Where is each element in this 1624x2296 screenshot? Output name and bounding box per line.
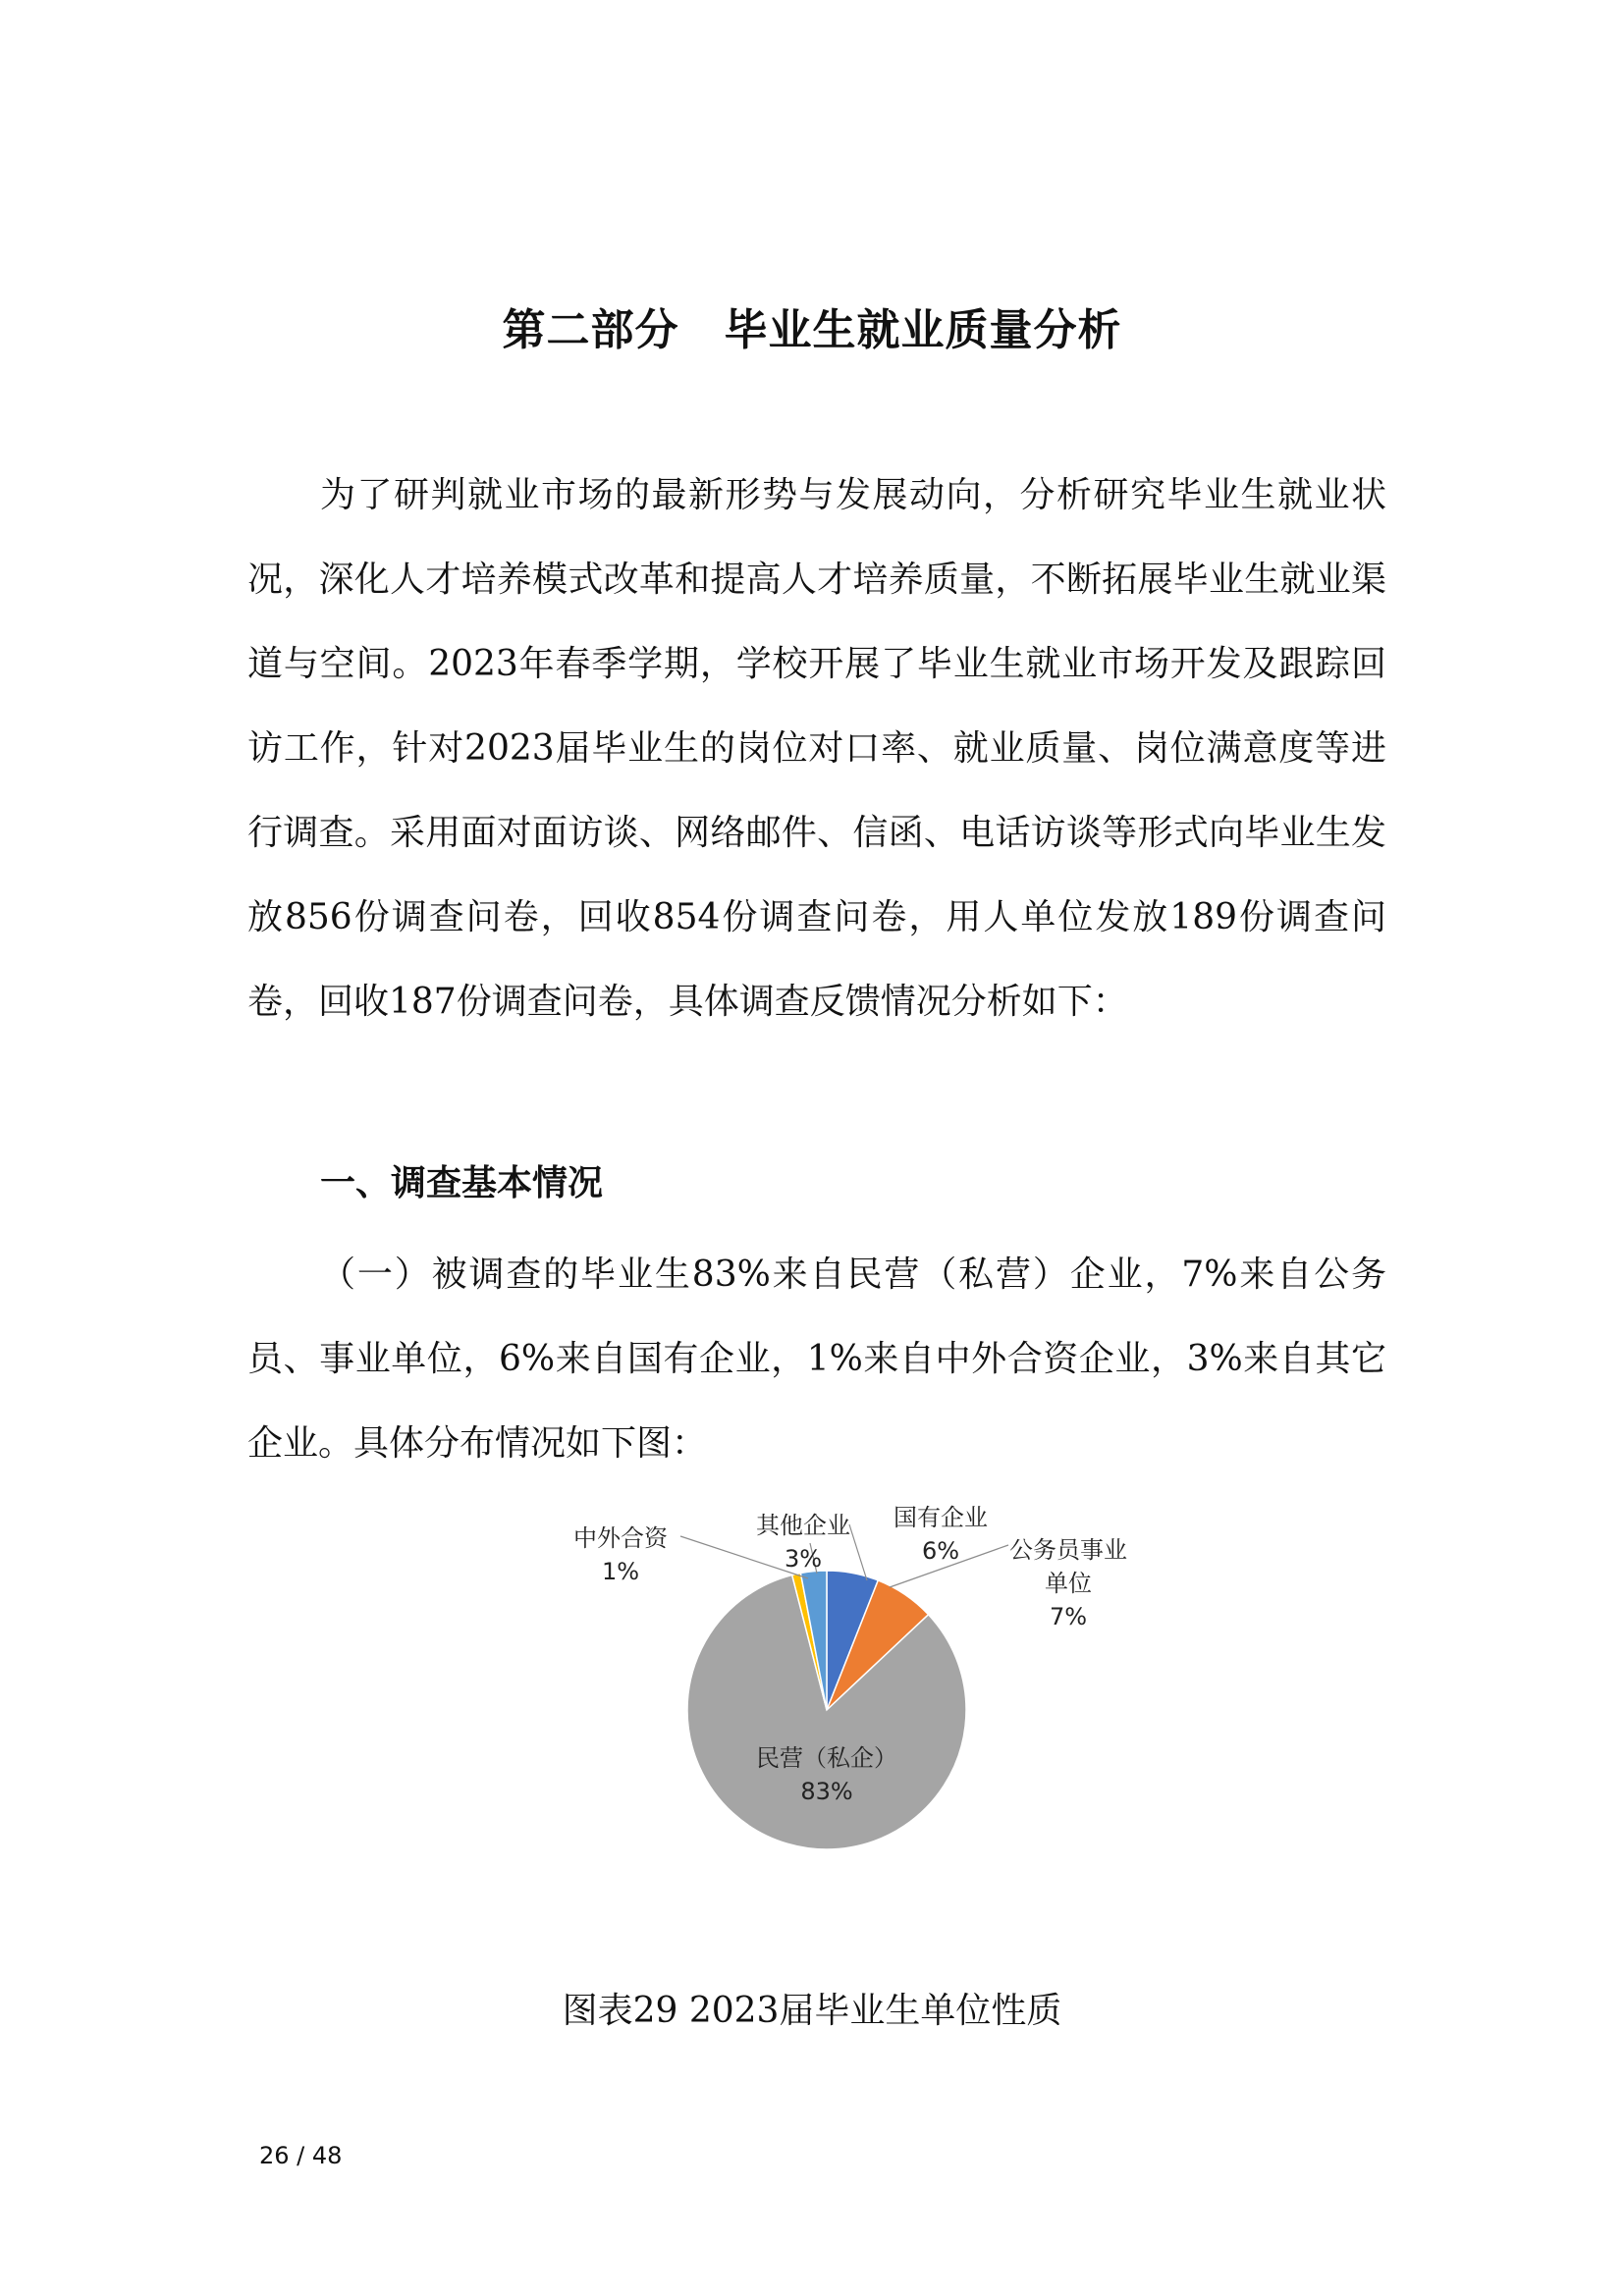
- sub-paragraph: （一）被调查的毕业生83%来自民营（私营）企业，7%来自公务员、事业单位，6%来自国有企业，1%来自中外合资企业，3%来自其它企业。具体分布情况如下图：: [247, 1255, 1386, 1464]
- page-number: 26 / 48: [259, 2142, 343, 2169]
- pie-chart: [530, 1487, 1159, 1880]
- data-label-joint-venture: 中外合资 1%: [573, 1524, 668, 1585]
- intro-paragraph: 为了研判就业市场的最新形势与发展动向，分析研究毕业生就业状况，深化人才培养模式改革和提高人才培养质量，不断拓展毕业生就业渠道与空间。2023年春季学期，学校开展了毕业生就业市场开发及跟踪回访工作，针对2023届毕业生的岗位对口率、就业质量、岗位满意度等进行调查。采用面对面访谈、网络邮件、信函、电话访谈等形式向毕业生发放856份调查问卷，回收854份调查问卷，用人单位发放189份调查问卷，回收187份调查问卷，具体调查反馈情况分析如下：: [247, 475, 1386, 1022]
- data-label-other: 其他企业 3%: [756, 1512, 850, 1573]
- title-main: 毕业生就业质量分析: [724, 305, 1122, 355]
- data-label-state-owned: 国有企业 6%: [893, 1504, 988, 1565]
- section-heading: 一、调查基本情况: [320, 1163, 604, 1203]
- page-title: [0, 294, 1624, 357]
- data-label-private: 民营（私企） 83%: [756, 1744, 897, 1805]
- leader-line-state-owned: [849, 1524, 867, 1580]
- figure-caption: 图表29 2023届毕业生单位性质: [562, 1991, 1062, 2031]
- title-part: 第二部分: [502, 305, 679, 355]
- data-label-civil-service: 公务员事业单位 7%: [1009, 1536, 1127, 1630]
